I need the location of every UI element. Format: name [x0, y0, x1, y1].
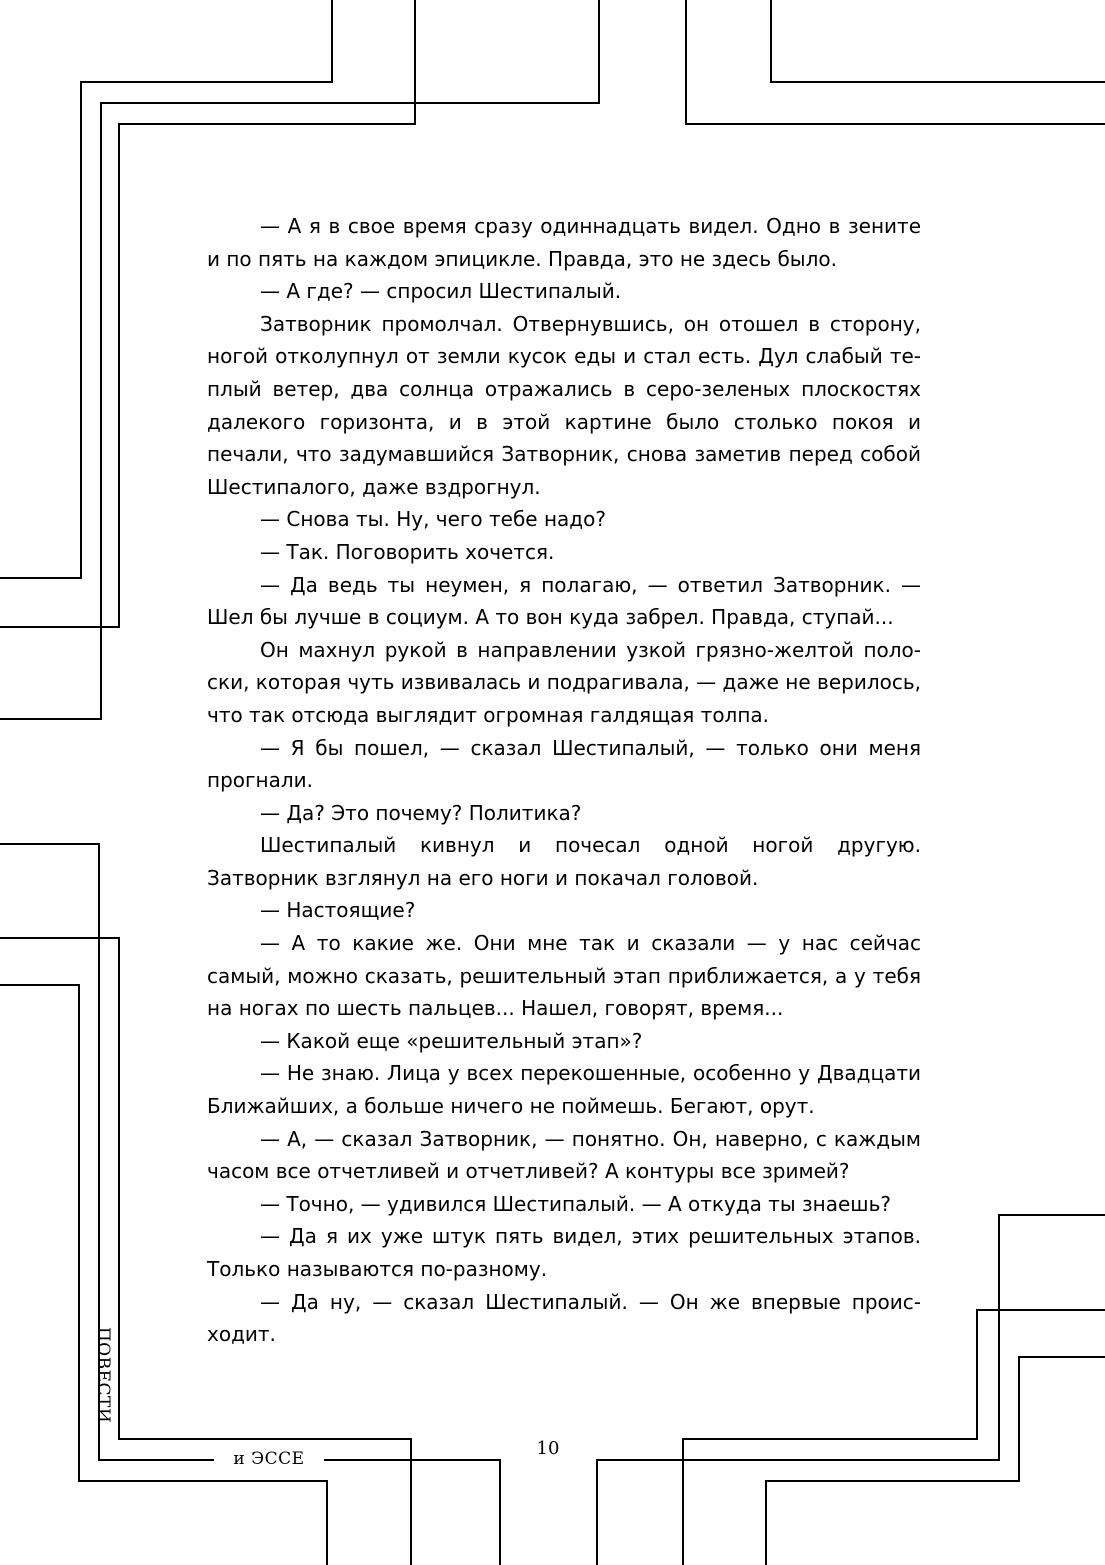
paragraph: — Так. Поговорить хочется.: [260, 539, 555, 564]
paragraph: — Да я их уже штук пять видел, этих решительных этапов. Только называются по-разному.: [207, 1224, 921, 1281]
paragraph: — А где? — спросил Шестипалый.: [260, 279, 622, 304]
paragraph: — Точно, — удивился Шестипалый. — А откуда ты знаешь?: [260, 1191, 891, 1216]
paragraph: — Да ну, — сказал Шестипалый. — Он же впервые происходит.: [207, 1289, 921, 1347]
paragraph: — Снова ты. Ну, чего тебе надо?: [260, 507, 606, 532]
paragraph: — Какой еще «решительный этап»?: [260, 1028, 643, 1053]
paragraph: Шестипалый кивнул и почесал одной ногой другую. Затворник взглянул на его ноги и покачал головой.: [207, 833, 921, 890]
paragraph: — А, — сказал Затворник, — понятно. Он, наверно, с каждым часом все отчетливей и отчетливей? А контуры все зримей?: [207, 1126, 921, 1184]
paragraph: — Настоящие?: [260, 898, 416, 923]
paragraph: — А я в свое время сразу одиннадцать видел. Одно в зените и по пять на каждом эпицикле. Правда, это не здесь было.: [207, 214, 921, 271]
paragraph: — Да ведь ты неумен, я полагаю, — ответил Затворник. — Шел бы лучше в социум. А то вон куда забрел. Правда, ступай...: [207, 572, 921, 630]
section-title-vertical: ПОВЕСТИ: [93, 1326, 113, 1424]
section-title-suffix: и ЭССЕ: [214, 1447, 324, 1471]
body-text: [207, 210, 921, 1351]
paragraph: — Да? Это почему? Политика?: [260, 800, 582, 825]
page-number: 10: [536, 1438, 560, 1459]
paragraph: — Не знаю. Лица у всех перекошенные, особенно у Двадцати Ближайших, а больше ничего не поймешь. Бегают, орут.: [207, 1061, 921, 1119]
paragraph: Он махнул рукой в направлении узкой грязно-желтой полоски, которая чуть извивалась и подрагивала, — даже не верилось, что так отсюда выглядит огромная галдящая толпа.: [207, 637, 921, 727]
paragraph: — А то какие же. Они мне так и сказали — у нас сейчас самый, можно сказать, решительный этап приближается, а у тебя на ногах по шесть пальцев... Нашел, говорят, время...: [207, 931, 921, 1021]
paragraph: Затворник промолчал. Отвернувшись, он отошел в сторону, ногой отколупнул от земли кусок еды и стал есть. Дул слабый теплый ветер, два солнца отражались в серо-зеленых плоскостях далекого горизонта, и в этой картине было столько покоя и печали, что задумавшийся Затворник, снова заметив перед собой Шестипалого, даже вздрогнул.: [207, 311, 921, 499]
paragraph: — Я бы пошел, — сказал Шестипалый, — только они меня прогнали.: [207, 735, 921, 793]
